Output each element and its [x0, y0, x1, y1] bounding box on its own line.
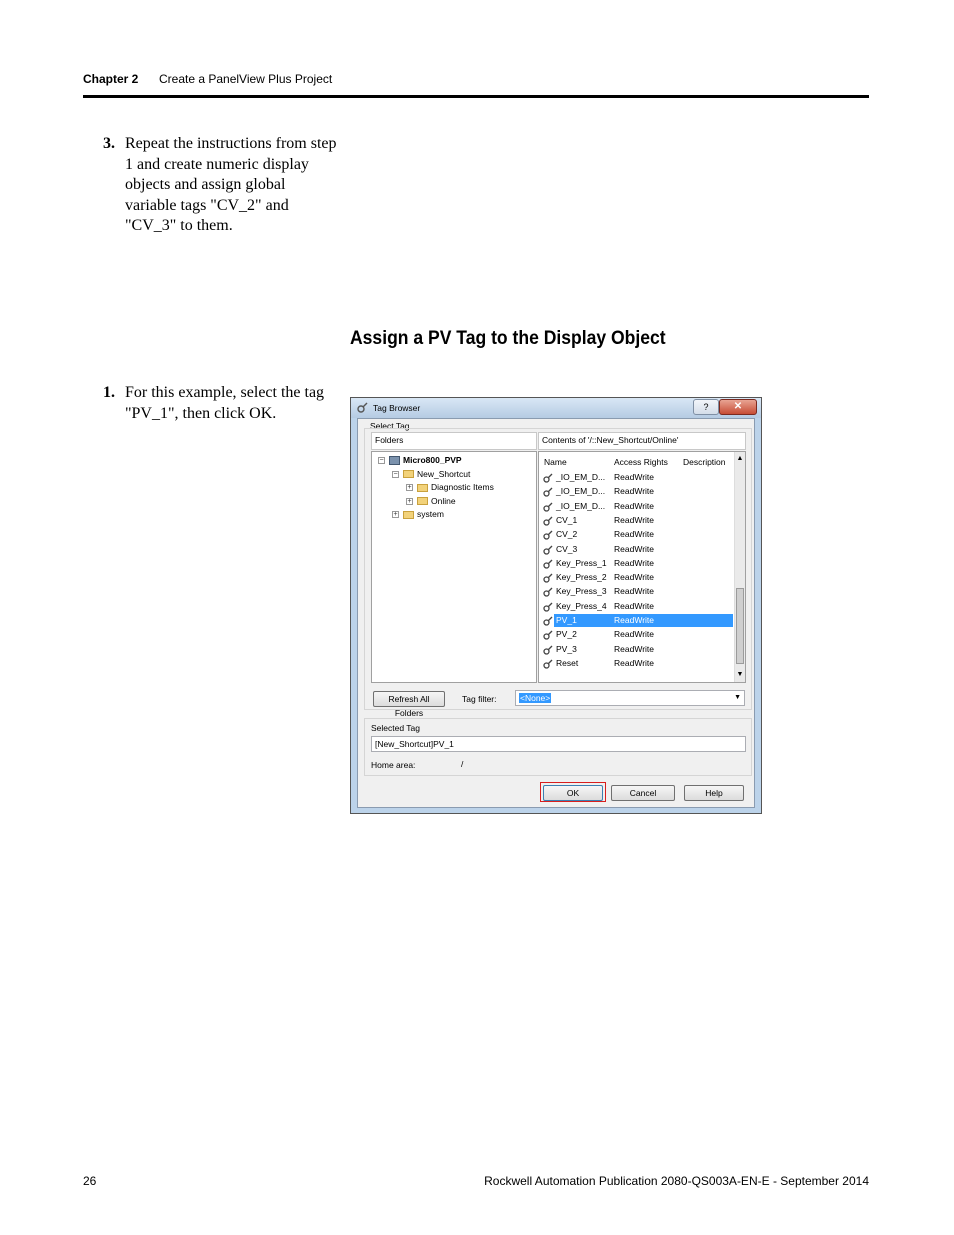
scroll-up-arrow-icon[interactable]: ▲ [736, 455, 744, 462]
tag-access-rights: ReadWrite [614, 572, 654, 583]
chapter-title: Create a PanelView Plus Project [159, 72, 333, 86]
tag-icon [543, 630, 553, 640]
computer-icon [389, 456, 400, 465]
select-tag-label: Select Tag [370, 421, 410, 431]
tag-access-rights: ReadWrite [614, 486, 654, 497]
tree-node[interactable] [392, 509, 444, 520]
tag-row[interactable] [543, 614, 729, 627]
collapse-icon[interactable]: − [393, 470, 398, 478]
folder-tree[interactable] [371, 451, 537, 683]
selected-tag-label: Selected Tag [371, 723, 420, 733]
tree-node[interactable] [378, 455, 462, 466]
tree-node-label: Diagnostic Items [431, 482, 494, 492]
tag-name: _IO_EM_D... [556, 486, 606, 497]
tree-node[interactable] [406, 496, 456, 507]
tag-access-rights: ReadWrite [614, 600, 654, 611]
folder-icon [403, 470, 414, 478]
tag-name: PV_3 [556, 643, 577, 654]
tag-access-rights: ReadWrite [614, 643, 654, 654]
dialog-title: Tag Browser [373, 403, 421, 413]
tag-filter-label: Tag filter: [462, 694, 497, 704]
tag-row[interactable] [543, 557, 729, 570]
tag-row[interactable] [543, 500, 729, 513]
tag-name: CV_1 [556, 514, 578, 525]
tag-access-rights: ReadWrite [614, 657, 654, 668]
expand-icon[interactable]: + [407, 497, 412, 505]
tag-list-scrollbar[interactable] [734, 452, 745, 682]
folder-icon [403, 511, 414, 519]
publication-info: Rockwell Automation Publication 2080-QS003A-EN-E - September 2014 [484, 1174, 869, 1188]
tag-icon [543, 530, 553, 540]
tag-access-rights: ReadWrite [614, 543, 654, 554]
step-number: 1. [103, 384, 115, 401]
tag-name: Key_Press_2 [556, 572, 607, 583]
tag-icon [543, 516, 553, 526]
tag-row[interactable] [543, 657, 729, 670]
tag-icon [543, 587, 553, 597]
tag-row[interactable] [543, 528, 729, 541]
tag-access-rights: ReadWrite [614, 629, 654, 640]
context-help-button[interactable]: ? [693, 399, 719, 415]
contents-header: Contents of '/::New_Shortcut/Online' [538, 432, 746, 450]
tree-node-label: system [417, 509, 444, 519]
tag-name: CV_3 [556, 543, 578, 554]
expand-icon[interactable]: + [393, 511, 398, 518]
step-text: For this example, select the tag "PV_1", then click OK. [125, 384, 325, 422]
home-area-value: / [461, 759, 464, 769]
tree-node-label: New_Shortcut [417, 468, 471, 479]
step-text: Repeat the instructions from step 1 and create numeric display objects and assign global variable tags "CV_2" and "CV_3" to them. [125, 135, 337, 234]
scroll-thumb[interactable] [736, 588, 744, 664]
tag-icon [543, 487, 553, 497]
home-area-label: Home area: [371, 760, 416, 770]
chapter-label: Chapter 2 [83, 72, 139, 86]
tag-browser-dialog [350, 397, 762, 814]
tag-name: _IO_EM_D... [556, 500, 606, 511]
tag-row[interactable] [543, 600, 729, 613]
tag-access-rights: ReadWrite [614, 514, 654, 525]
tag-name: CV_2 [556, 529, 578, 540]
collapse-icon[interactable]: − [379, 457, 384, 464]
chevron-down-icon[interactable]: ▼ [734, 694, 741, 701]
tag-icon [543, 616, 553, 626]
tag-list[interactable] [538, 451, 746, 683]
expand-icon[interactable]: + [407, 484, 412, 491]
tag-access-rights: ReadWrite [614, 557, 654, 568]
tag-icon [543, 545, 553, 555]
tag-name: PV_1 [556, 615, 577, 625]
tag-icon [543, 602, 553, 612]
tag-filter-select[interactable] [515, 690, 745, 706]
tag-row[interactable] [543, 471, 729, 484]
tag-name: Key_Press_3 [556, 586, 607, 597]
tag-row[interactable] [543, 485, 729, 498]
tag-icon [543, 573, 553, 583]
tag-access-rights: ReadWrite [614, 586, 654, 597]
tag-filter-value: <None> [520, 693, 551, 703]
cancel-button[interactable]: Cancel [611, 785, 675, 801]
dialog-body [357, 418, 755, 808]
running-header [83, 72, 333, 86]
tag-icon [543, 473, 553, 483]
tag-name: Key_Press_1 [556, 557, 607, 568]
folder-icon [417, 484, 428, 492]
close-button[interactable]: ✕ [719, 399, 757, 415]
column-description[interactable]: Description [683, 457, 726, 467]
tag-icon [543, 559, 553, 569]
tag-icon [543, 645, 553, 655]
tree-node-label: Online [431, 495, 456, 506]
folders-header: Folders [371, 432, 537, 450]
tag-name: _IO_EM_D... [556, 472, 606, 482]
scroll-down-arrow-icon[interactable]: ▼ [736, 671, 744, 678]
tag-browser-icon [357, 402, 368, 413]
tag-name: PV_2 [556, 629, 577, 640]
column-name[interactable]: Name [544, 457, 567, 467]
tag-row[interactable] [543, 585, 729, 598]
tag-row[interactable] [543, 643, 729, 656]
column-access-rights[interactable]: Access Rights [614, 457, 668, 467]
tag-row[interactable] [543, 628, 729, 641]
tag-row[interactable] [543, 543, 729, 556]
tree-node-label: Micro800_PVP [403, 455, 462, 465]
tree-node[interactable] [392, 469, 470, 480]
tag-name: Key_Press_4 [556, 600, 607, 611]
tag-access-rights: ReadWrite [614, 472, 654, 482]
tag-access-rights: ReadWrite [614, 529, 654, 540]
refresh-all-folders-button[interactable]: Refresh All Folders [373, 691, 445, 707]
selected-tag-field[interactable]: [New_Shortcut]PV_1 [371, 736, 746, 752]
tag-access-rights: ReadWrite [614, 615, 654, 625]
header-rule [83, 95, 869, 98]
step-number: 3. [103, 135, 115, 152]
tag-access-rights: ReadWrite [614, 500, 654, 511]
tag-name: Reset [556, 657, 579, 668]
ok-button[interactable]: OK [543, 785, 603, 801]
tag-icon [543, 502, 553, 512]
tag-row[interactable] [543, 571, 729, 584]
folder-icon [417, 497, 428, 505]
tag-row[interactable] [543, 514, 729, 527]
help-button[interactable]: Help [684, 785, 744, 801]
dialog-title-bar [351, 398, 761, 418]
section-heading: Assign a PV Tag to the Display Object [350, 327, 666, 349]
tag-icon [543, 659, 553, 669]
tree-node[interactable] [406, 482, 494, 493]
page-number: 26 [83, 1174, 97, 1188]
